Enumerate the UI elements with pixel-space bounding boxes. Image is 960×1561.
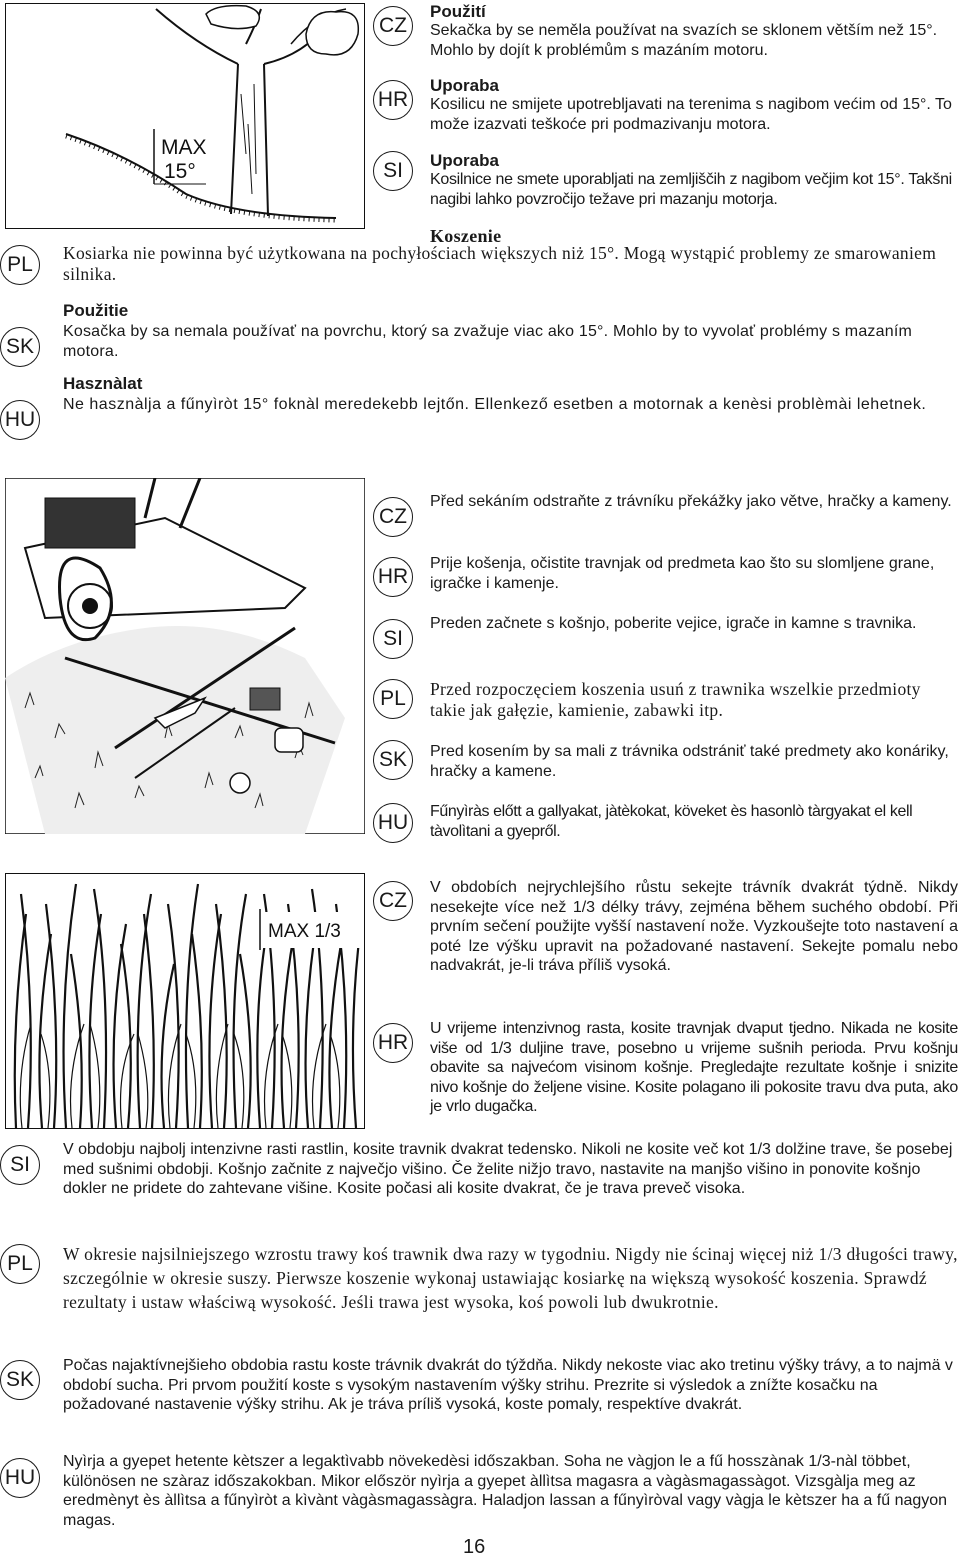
obstacles-cz-text: Před sekáním odstraňte z trávníku překážky jako větve, hračky a kameny. <box>430 493 952 510</box>
lang-badge-hu: HU <box>0 1458 40 1498</box>
slope-si-title: Uporaba <box>430 151 499 170</box>
slope-hr-text: Kosilicu ne smijete upotrebljavati na terenima s nagibom većim od 15°. To može izazvati teškoće pri podmazivanju motora. <box>430 96 952 133</box>
lang-badge-si: SI <box>373 151 413 191</box>
obstacles-hr-text: Prije košenja, očistite travnjak od predmeta kao što su slomljene grane, igračke i kamenje. <box>430 555 935 592</box>
obstacles-sk-text: Pred kosením by sa mali z trávnika odstrániť také predmety ako konáriky, hračky a kamene. <box>430 743 949 780</box>
lang-badge-si: SI <box>373 619 413 659</box>
obstacles-figure <box>5 478 365 834</box>
lang-badge-cz: CZ <box>373 497 413 537</box>
slope-si-block <box>430 151 958 209</box>
lang-badge-pl: PL <box>0 245 40 285</box>
slope-sk-title: Použitie <box>63 301 129 320</box>
lang-badge-cz: CZ <box>373 881 413 921</box>
slope-sk-block <box>63 301 958 361</box>
grass-figure <box>5 873 365 1129</box>
page-number: 16 <box>463 1536 486 1558</box>
slope-si-text: Kosilnice ne smete uporabljati na zemljiščih z nagibom večjim kot 15°. Takšni nagibi lahko povzročijo težave pri mazanju motorja. <box>430 171 952 208</box>
slope-cz-title: Použití <box>430 2 486 21</box>
obstacles-hu-text: Fűnyìràs előtt a gallyakat, jàtèkokat, köveket ès hasonlò tàrgyakat el kell tàvolìtani a gyepről. <box>430 803 913 840</box>
obstacles-si-text: Preden začnete s košnjo, poberite vejice, igrače in kamne s travnika. <box>430 615 917 632</box>
obstacles-pl-text: Przed rozpoczęciem koszenia usuń z trawnika wszelkie przedmioty takie jak gałęzie, kamienie, zabawki itp. <box>430 679 921 720</box>
grass-cz-text: V obdobích nejrychlejšího růstu sekejte trávník dvakrát týdně. Nikdy nesekejte více než 1/3 délky trávy, zejména během suchého období. Při prvním sečení použijte vyšší nastavení nože. Vyzkoušejte toto nastavení a poté lze výšku upravit na požadované nastavení. Sekejte pomalu nebo nadvakrát, je-li tráva příliš vysoká. <box>430 879 958 974</box>
slope-max-label: MAX <box>161 136 207 159</box>
grass-sk-text: Počas najaktívnejšieho obdobia rastu koste trávnik dvakrát do týždňa. Nikdy nekoste viac ako tretinu výšky trávy, a to najmä v období sucha. Pri prvom použití koste s vysokým nastavením výšky strihu. Prezrite si výsledok a znížte kosačku na požadované nastavenie výšky strihu. Ak je tráva príliš vysoká, koste pomaly, respektíve dvakrát. <box>63 1357 953 1413</box>
slope-hr-title: Uporaba <box>430 76 499 95</box>
lang-badge-hu: HU <box>373 803 413 843</box>
grass-pl-text: W okresie najsilniejszego wzrostu trawy koś trawnik dwa razy w tygodniu. Nigdy nie ścinaj więcej niż 1/3 długości trawy, szczególnie w okresie suszy. Pierwsze koszenie wykonaj ustawiając kosiarkę na większą wysokość koszenia. Sprawdź rezultaty i ustaw właściwą wysokość. Jeśli trawa jest wysoka, koś powoli lub dwukrotnie. <box>63 1244 958 1312</box>
lang-badge-sk: SK <box>373 740 413 780</box>
slope-pl-title: Koszenie <box>430 226 502 246</box>
lang-badge-pl: PL <box>373 679 413 719</box>
slope-illustration <box>6 4 364 228</box>
slope-sk-text: Kosačka by sa nemala používať na povrchu, ktorý sa zvažuje viac ako 15°. Mohlo by to vyvolať problémy s mazaním motora. <box>63 323 912 360</box>
lang-badge-sk: SK <box>0 1360 40 1400</box>
slope-cz-block <box>430 2 958 60</box>
grass-hu-text: Nyìrja a gyepet hetente kètszer a legaktìvabb növekedèsi időszakban. Soha ne vàgjon le a fű hosszànak 1/3-nàl többet, különösen ne szàraz időszakokban. Mikor először nyìrja a gyepet àllìtsa magasra a vàgàsmagassàgot. Vizsgàlja meg az eredmènyt ès àllìtsa a fűnyìròt a kìvànt vàgàsmagassàgra. Haladjon lassan a fűnyìròval vagy vàgja le kètszer ha a fű nagyon magas. <box>63 1453 948 1529</box>
grass-height-illustration <box>6 874 364 1128</box>
mower-obstacles-illustration <box>5 478 365 834</box>
lang-badge-cz: CZ <box>373 6 413 46</box>
lang-badge-hr: HR <box>373 1023 413 1063</box>
slope-hu-title: Hasznàlat <box>63 374 143 393</box>
grass-si-text: V obdobju najbolj intenzivne rasti rastlin, kosite travnik dvakrat tedensko. Nikoli ne kosite več kot 1/3 dolžine trave, še posebej med sušnimi obdobji. Košnjo začnite z največjo višino. Če želite nižjo travo, nastavite na manjšo višino in ponovite košnjo dokler ne pridete do zahtevane višine. Kosite počasi ali kosite dvakrat, če je trava preveč visoka. <box>63 1141 953 1197</box>
slope-hu-text: Ne hasznàlja a fűnyìròt 15° foknàl meredekebb lejtőn. Ellenkező esetben a motornak a kenèsi problèmài lehetnek. <box>63 396 927 413</box>
lang-badge-hu: HU <box>0 400 40 440</box>
grass-hr-text: U vrijeme intenzivnog rasta, kosite travnjak dvaput tjedno. Nikada ne kosite više od 1/3 duljine trave, posebno u vrijeme sušnih perioda. Prvu košnju obavite sa najvećom visinom košnje. Pregledajte rezultate košnje i snizite nivo košnje do željene visine. Kosite polagano ili pokosite travu dva puta, ako je vrlo dugačka. <box>430 1020 958 1115</box>
slope-pl-text: Kosiarka nie powinna być użytkowana na pochyłościach większych niż 15°. Mogą wystąpić problemy ze smarowaniem silnika. <box>63 243 937 284</box>
slope-figure <box>5 3 365 229</box>
lang-badge-hr: HR <box>373 80 413 120</box>
lang-badge-pl: PL <box>0 1244 40 1284</box>
lang-badge-hr: HR <box>373 557 413 597</box>
slope-hr-block <box>430 76 958 134</box>
grass-max-label: MAX 1/3 <box>268 921 341 942</box>
slope-hu-block <box>63 374 958 415</box>
slope-degree-label: 15° <box>164 160 196 183</box>
lang-badge-si: SI <box>0 1145 40 1185</box>
lang-badge-sk: SK <box>0 327 40 367</box>
slope-cz-text: Sekačka by se neměla používat na svazích se sklonem větším než 15°. Mohlo by dojít k problémům s mazáním motoru. <box>430 22 938 59</box>
